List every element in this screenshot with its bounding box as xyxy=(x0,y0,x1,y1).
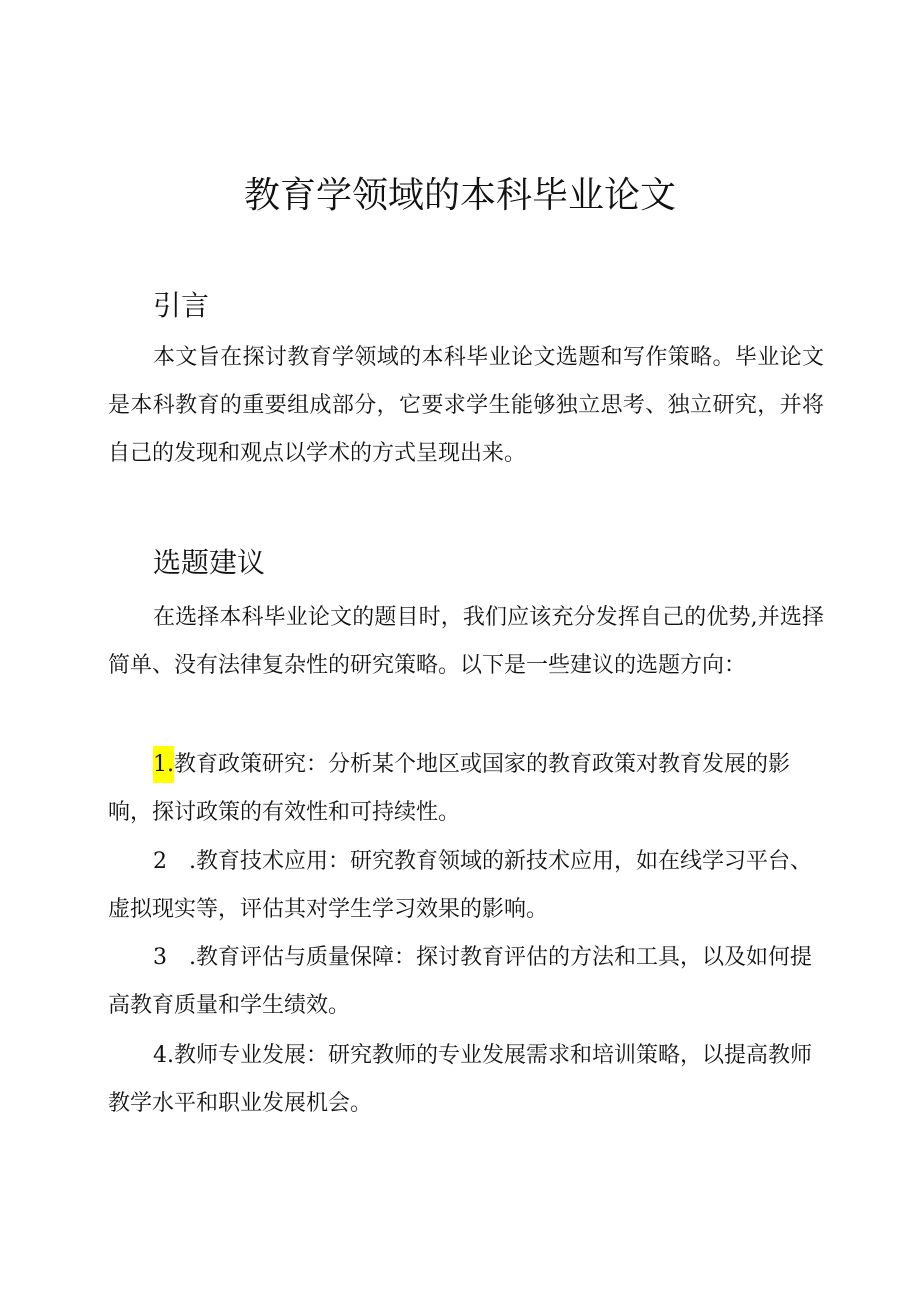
list-item-number: 3 . xyxy=(153,945,196,970)
list-item-text: 教育技术应用：研究教育领域的新技术应用，如在线学习平台、虚拟现实等，评估其对学生学习效果的影响。 xyxy=(108,849,813,922)
document-title: 教育学领域的本科毕业论文 xyxy=(243,175,676,216)
list-item-text: 教育政策研究：分析某个地区或国家的教育政策对教育发展的影响，探讨政策的有效性和可持续性。 xyxy=(108,752,791,825)
list-item-number: 4. xyxy=(153,1043,174,1068)
topic-suggestions-paragraph: 在选择本科毕业论文的题目时，我们应该充分发挥自己的优势,并选择简单、没有法律复杂性的研究策略。以下是一些建议的选题方向： xyxy=(108,605,824,678)
list-item xyxy=(108,1032,824,1128)
list-item-text: 教育评估与质量保障：探讨教育评估的方法和工具，以及如何提高教育质量和学生绩效。 xyxy=(108,945,813,1018)
introduction-paragraph: 本文旨在探讨教育学领域的本科毕业论文选题和写作策略。毕业论文是本科教育的重要组成部分，它要求学生能够独立思考、独立研究，并将自己的发现和观点以学术的方式呈现出来。 xyxy=(108,345,824,466)
list-item xyxy=(108,741,824,837)
list-item-text: 教师专业发展：研究教师的专业发展需求和培训策略，以提高教师教学水平和职业发展机会。 xyxy=(108,1043,813,1116)
list-item-number-highlighted: 1. xyxy=(153,746,174,783)
list-item xyxy=(108,838,824,934)
section-heading-introduction: 引言 xyxy=(153,289,210,322)
list-item-number: 2 . xyxy=(153,849,196,874)
list-item xyxy=(108,934,824,1030)
section-heading-topic-suggestions: 选题建议 xyxy=(153,546,266,579)
